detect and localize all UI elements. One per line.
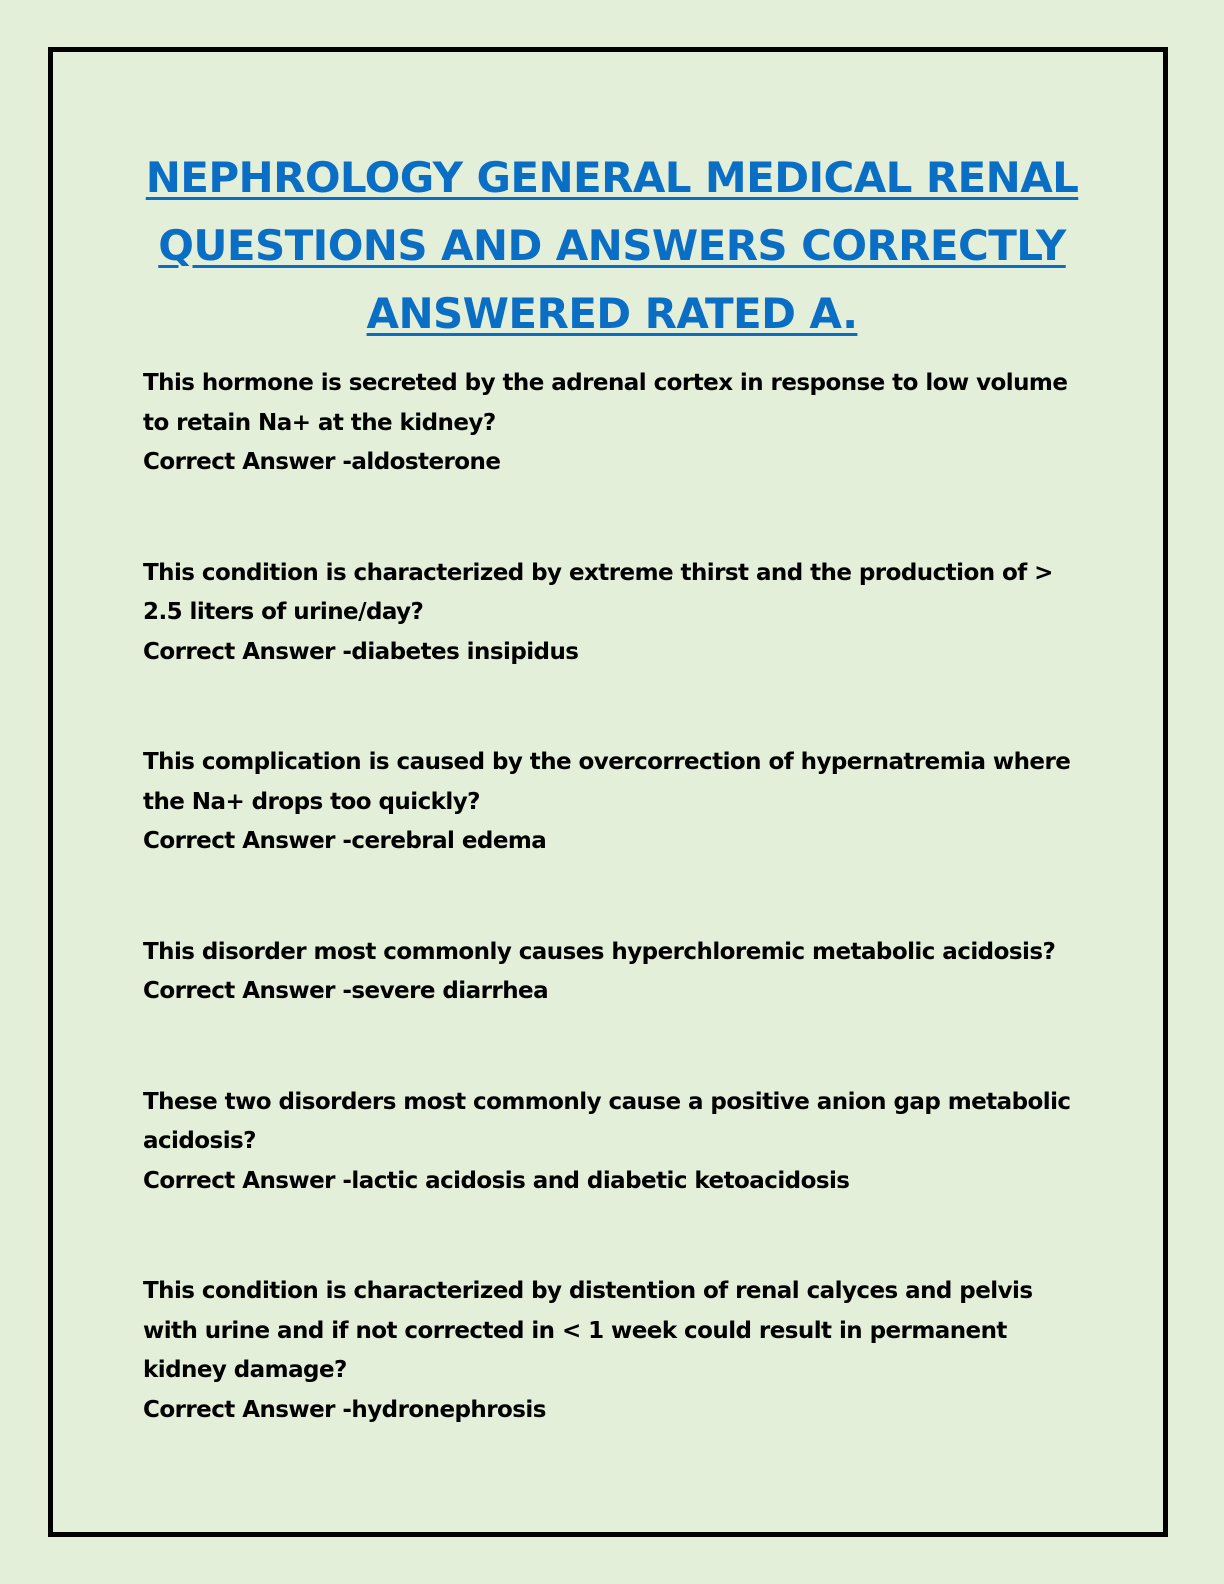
qa-item <box>143 554 1093 673</box>
question-text: This complication is caused by the overcorrection of hypernatremia where the Na+ drops too quickly? <box>143 749 1071 815</box>
answer-text: Correct Answer -cerebral edema <box>143 828 547 854</box>
qa-item <box>143 364 1093 483</box>
qa-item <box>143 933 1093 1012</box>
answer-text: Correct Answer -severe diarrhea <box>143 978 549 1004</box>
question-text: This disorder most commonly causes hyperchloremic metabolic acidosis? <box>143 938 1056 965</box>
answer-text: Correct Answer -diabetes insipidus <box>143 638 579 665</box>
answer-text: Correct Answer -lactic acidosis and diabetic ketoacidosis <box>143 1167 850 1194</box>
question-text: This condition is characterized by distention of renal calyces and pelvis with urine and if not corrected in < 1 week could result in permanent kidney damage? <box>143 1278 1033 1383</box>
question-text: This condition is characterized by extreme thirst and the production of > 2.5 liters of urine/day? <box>143 559 1053 625</box>
qa-item <box>143 743 1093 862</box>
qa-item <box>143 1272 1093 1430</box>
qa-item <box>143 1083 1093 1202</box>
answer-text: Correct Answer -hydronephrosis <box>143 1396 546 1423</box>
document-title: NEPHROLOGY GENERAL MEDICAL RENAL QUESTIONS AND ANSWERS CORRECTLY ANSWERED RATED A. <box>145 153 1079 338</box>
question-text: These two disorders most commonly cause a positive anion gap metabolic acidosis? <box>143 1088 1071 1154</box>
question-text: This hormone is secreted by the adrenal cortex in response to low volume to retain Na+ at the kidney? <box>143 370 1068 436</box>
qa-list <box>143 364 1093 1501</box>
answer-text: Correct Answer -aldosterone <box>143 449 501 475</box>
